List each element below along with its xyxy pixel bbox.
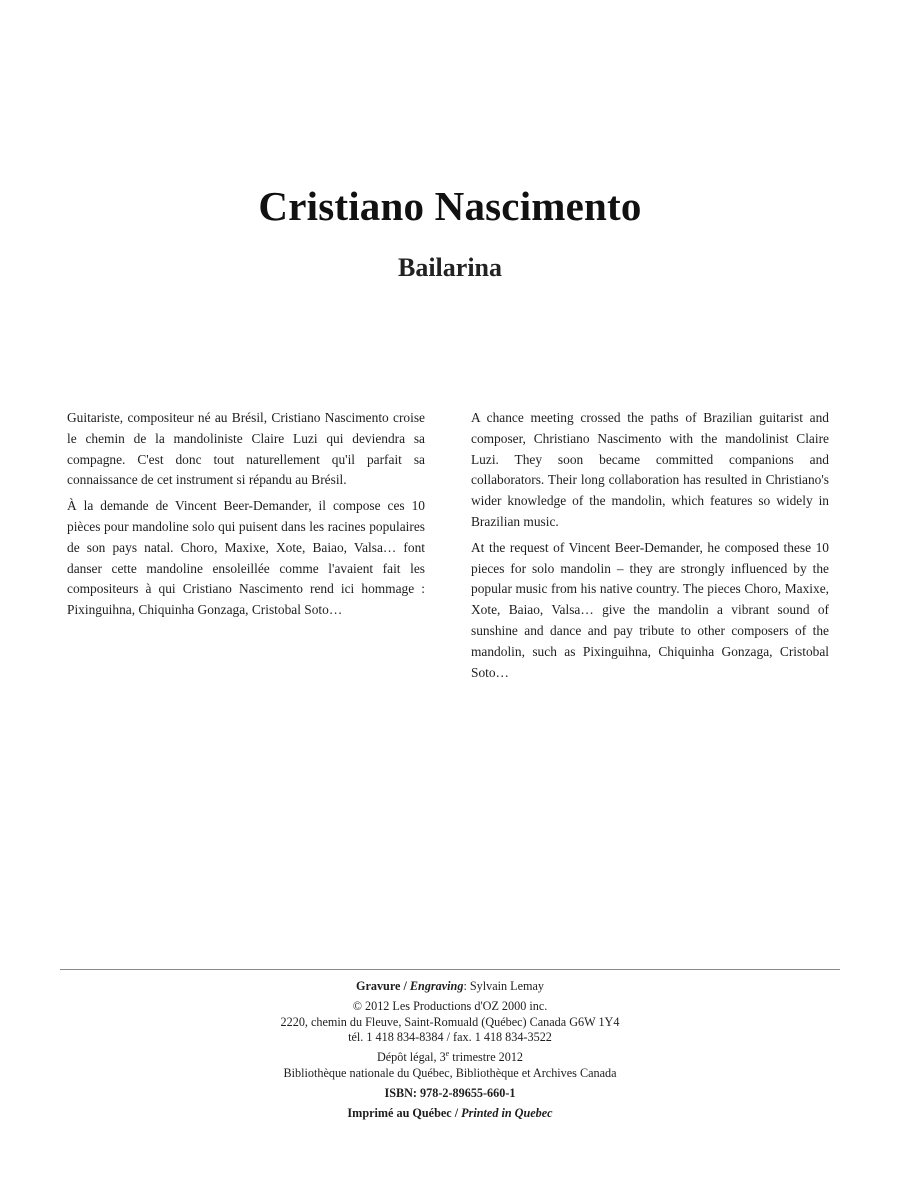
engraving-credit — [0, 979, 900, 995]
engraving-label: Gravure / — [355, 979, 410, 993]
printed-fr: Imprimé au Québec / — [347, 1105, 462, 1120]
colophon-divider — [60, 969, 840, 970]
engraving-value: : Sylvain Lemay — [463, 979, 544, 993]
legal-deposit-sup: e — [445, 1049, 450, 1059]
address-line: 2220, chemin du Fleuve, Saint-Romuald (Québec) Canada G6W 1Y4 — [280, 1014, 620, 1029]
legal-deposit-line — [0, 1050, 900, 1066]
intro-text-french — [67, 408, 425, 626]
intro-fr-paragraph: Guitariste, compositeur né au Brésil, Cristiano Nascimento croise le chemin de la mandoliniste Claire Luzi qui deviendra sa compagne. C'est donc tout naturellement qu'il parfait sa connaissance de cet instrument si répandu au Brésil. — [67, 410, 425, 488]
phone-line: tél. 1 418 834-8384 / fax. 1 418 834-3522 — [348, 1030, 552, 1045]
legal-deposit — [0, 1050, 900, 1082]
copyright-line: © 2012 Les Productions d'OZ 2000 inc. — [352, 998, 548, 1013]
publisher-info — [0, 999, 900, 1046]
intro-en-paragraph: At the request of Vincent Beer-Demander, he composed these 10 pieces for solo mandolin – they are strongly influenced by the popular music from his native country. The pieces Choro, Maxixe, Xote, Baiao, Valsa… give the mandolin a vibrant sound of sunshine and dance and pay tribute to other composers of the mandolin, such as Pixinguihna, Chiquinha Gonzaga, Cristobal Soto… — [471, 539, 829, 680]
composer-name: Cristiano Nascimento — [258, 183, 642, 229]
printed-en: Printed in Quebec — [461, 1105, 553, 1120]
colophon — [0, 979, 900, 1125]
printed-in — [0, 1106, 900, 1122]
intro-text-english — [471, 408, 829, 688]
legal-deposit-prefix: Dépôt légal, 3 — [376, 1050, 446, 1065]
legal-deposit-suffix: trimestre 2012 — [449, 1050, 524, 1065]
work-title: Bailarina — [397, 253, 502, 282]
libraries-line: Bibliothèque nationale du Québec, Bibliothèque et Archives Canada — [283, 1065, 617, 1080]
isbn: ISBN: 978-2-89655-660-1 — [384, 1085, 516, 1100]
intro-en-paragraph: A chance meeting crossed the paths of Brazilian guitarist and composer, Christiano Nascimento with the mandolinist Claire Luzi. They soon became committed companions and collaborators. Their long collaboration has resulted in Christiano's wider knowledge of the mandolin, which features so widely in Brazilian music. — [471, 410, 829, 529]
engraving-label-en: Engraving — [409, 979, 464, 993]
intro-fr-paragraph: À la demande de Vincent Beer-Demander, il compose ces 10 pièces pour mandoline solo qui puisent dans les racines populaires de son pays natal. Choro, Maxixe, Xote, Baiao, Valsa… font danser cette mandoline ensoleillée comme l'avaient fait les compositeurs à qui Cristiano Nascimento rend ici hommage : Pixinguihna, Chiquinha Gonzaga, Cristobal Soto… — [67, 498, 425, 618]
